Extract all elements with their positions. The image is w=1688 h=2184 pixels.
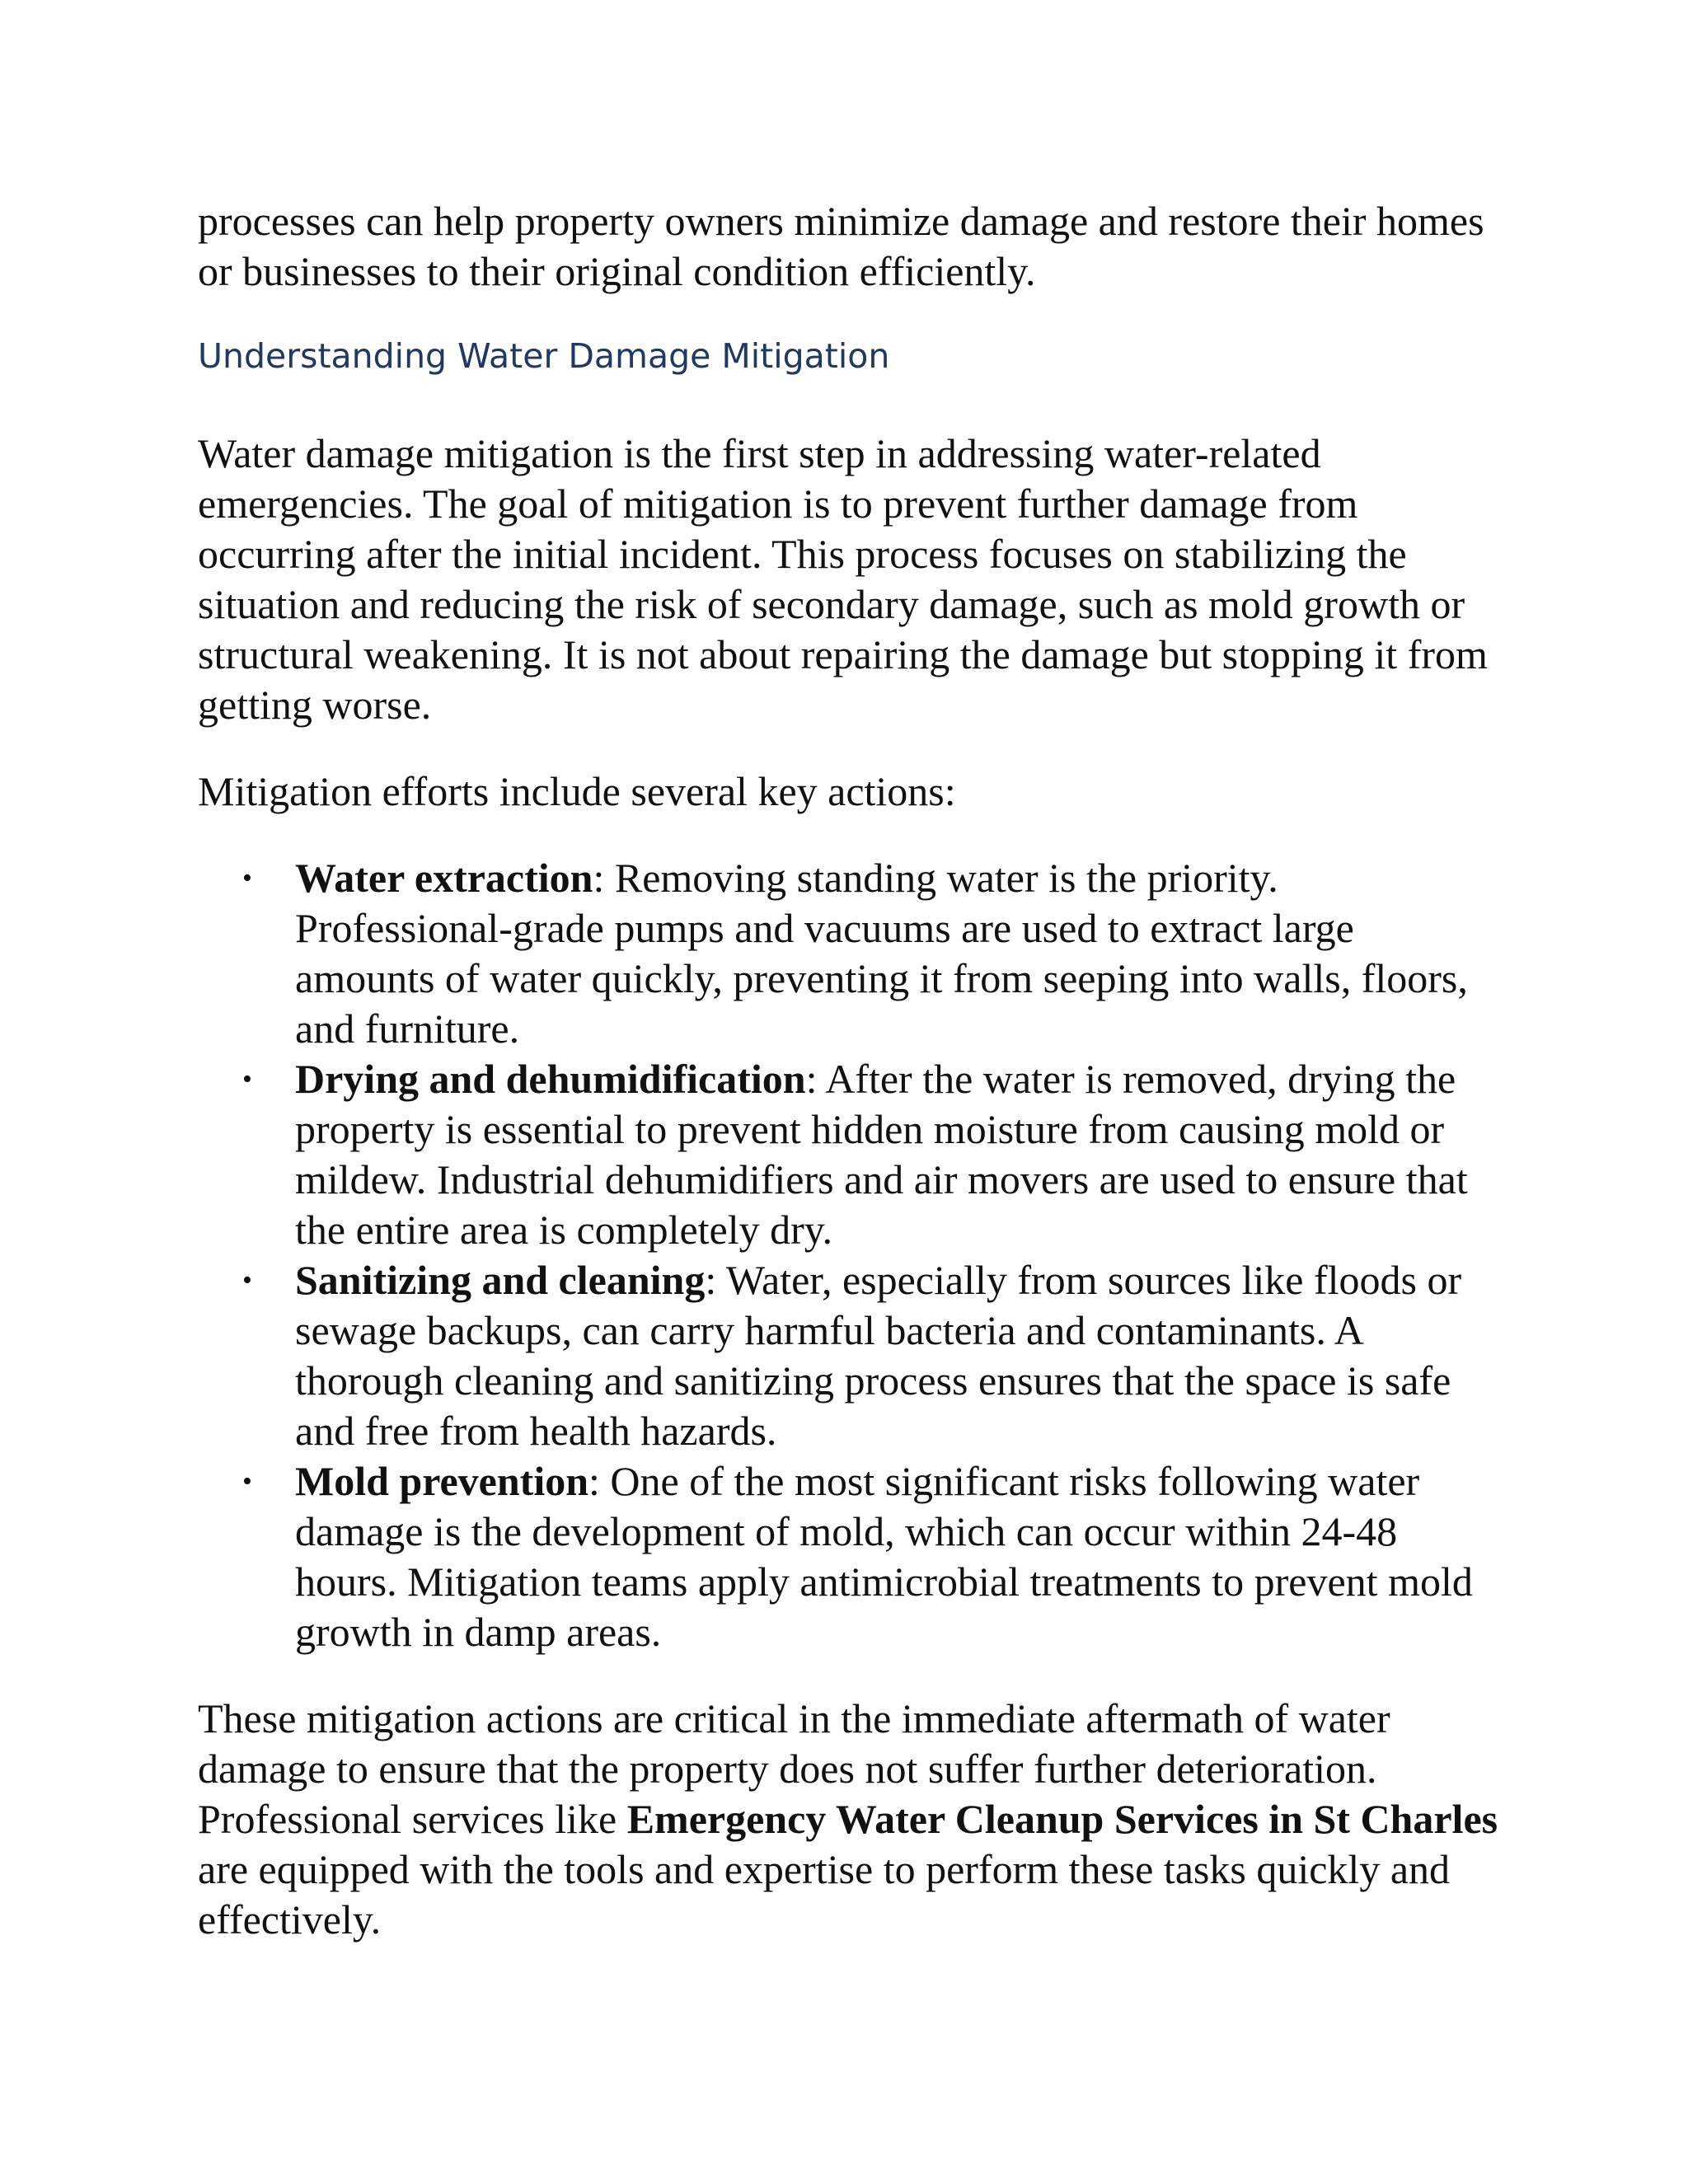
mitigation-paragraph: Water damage mitigation is the first step in addressing water-related emergencies. The goal of mitigation is to prevent further damage from occurring after the initial incident. This process focuses on stabilizing the situation and reducing the risk of secondary damage, such as mold growth or structural weakening. It is not about repairing the damage but stopping it from getting worse. <box>198 430 1488 728</box>
service-highlight: Emergency Water Cleanup Services in St Charles <box>626 1796 1498 1842</box>
intro-paragraph: processes can help property owners minimize damage and restore their homes or businesses to their original condition efficiently. <box>198 198 1484 294</box>
list-item-term: Sanitizing and cleaning <box>295 1257 706 1303</box>
list-item-text: : Removing standing water is the priority. Professional-grade pumps and vacuums are used to extract large amounts of water quickly, preventing it from seeping into walls, floors, and furniture. <box>295 855 1468 1052</box>
list-item-term: Mold prevention <box>295 1458 589 1504</box>
closing-text-end: are equipped with the tools and expertise to perform these tasks quickly and effectively. <box>198 1846 1451 1943</box>
bullet-icon: • <box>242 1064 252 1094</box>
bullet-icon: • <box>242 1265 252 1296</box>
document-page <box>198 196 1500 1945</box>
bullet-icon: • <box>242 863 252 893</box>
list-item-mold-prevention <box>242 1456 1500 1657</box>
key-actions-list <box>198 853 1500 1657</box>
list-item-term: Water extraction <box>295 855 593 901</box>
key-actions-lead: Mitigation efforts include several key actions: <box>198 768 956 814</box>
list-item-term: Drying and dehumidification <box>295 1056 806 1102</box>
list-item-text: : Water, especially from sources like floods or sewage backups, can carry harmful bacteria and contaminants. A thorough cleaning and sanitizing process ensures that the space is safe and free from health hazards. <box>295 1257 1462 1454</box>
list-item-sanitizing <box>242 1255 1500 1456</box>
section-heading: Understanding Water Damage Mitigation <box>198 336 890 376</box>
closing-text-start: These mitigation actions are critical in the immediate aftermath of water damage to ensure that the property does not suffer further deterioration. Professional services like <box>198 1695 1390 1842</box>
closing-paragraph <box>198 1694 1500 1945</box>
list-item-text: : After the water is removed, drying the property is essential to prevent hidden moisture from causing mold or mildew. Industrial dehumidifiers and air movers are used to ensure that the entire area is completely dry. <box>295 1056 1468 1253</box>
list-item-water-extraction <box>242 853 1500 1054</box>
list-item-text: : One of the most significant risks following water damage is the development of mold, which can occur within 24-48 hours. Mitigation teams apply antimicrobial treatments to prevent mold growth in damp areas. <box>295 1458 1473 1655</box>
bullet-icon: • <box>242 1466 252 1497</box>
list-item-drying <box>242 1054 1500 1255</box>
